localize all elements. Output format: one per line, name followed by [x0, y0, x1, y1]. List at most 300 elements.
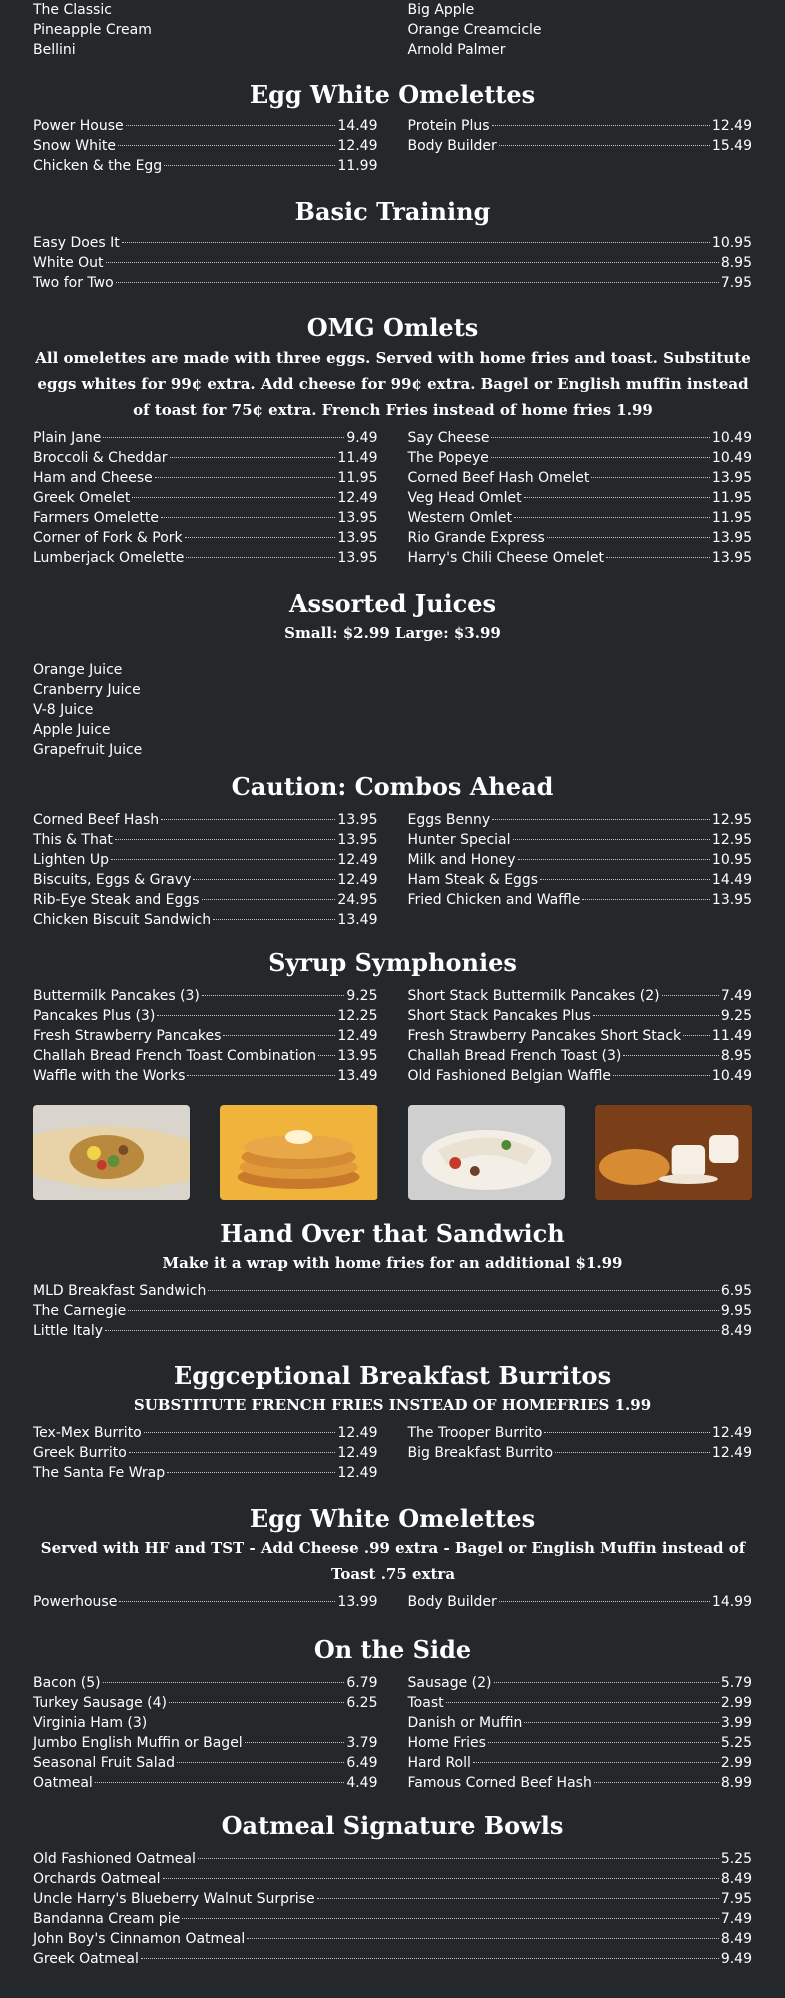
menu-item: [33, 233, 752, 253]
menu-item-name: Harry's Chili Cheese Omelet: [407, 550, 605, 566]
menu-item: [33, 830, 378, 850]
menu-item-name: Hunter Special: [407, 832, 511, 848]
section-title: OMG Omlets: [306, 313, 479, 342]
menu-item: [33, 1026, 378, 1046]
menu-item-price: 12.25: [337, 1008, 378, 1024]
menu-item-price: 12.49: [711, 118, 752, 134]
menu-item: [408, 1423, 753, 1443]
menu-item: [408, 1006, 753, 1026]
dot-leader: [177, 1762, 344, 1763]
menu-item-name: This & That: [33, 832, 113, 848]
menu-item: [33, 1423, 378, 1443]
assorted-juices-section: [33, 588, 752, 760]
menu-item-name: The Popeye: [407, 450, 489, 466]
menu-item: [33, 448, 378, 468]
menu-item: [408, 548, 753, 568]
menu-col-left: [33, 116, 378, 176]
dot-leader: [141, 1958, 719, 1959]
dot-leader: [514, 517, 710, 518]
menu-item-price: 10.49: [711, 430, 752, 446]
menu-item-price: 12.49: [337, 852, 378, 868]
menu-item-price: 12.49: [711, 1425, 752, 1441]
menu-item: [33, 1869, 752, 1889]
menu-item-price: 3.79: [346, 1735, 378, 1751]
menu-col-left: [33, 1592, 378, 1612]
dot-leader: [105, 1330, 719, 1331]
menu-item: [33, 1909, 752, 1929]
menu-item-price: 7.49: [720, 988, 752, 1004]
dot-leader: [213, 919, 335, 920]
combos-section: [33, 771, 752, 930]
menu-item-name: White Out: [33, 255, 104, 271]
dot-leader: [473, 1762, 719, 1763]
menu-item-name: Fried Chicken and Waffle: [407, 892, 581, 908]
menu-item-price: 13.95: [711, 550, 752, 566]
menu-item-name: Fresh Strawberry Pancakes: [33, 1028, 222, 1044]
menu-item: [408, 136, 753, 156]
syrup-symphonies-section: [33, 947, 752, 1086]
menu-item-price: 14.99: [711, 1594, 752, 1610]
menu-item-name: Eggs Benny: [407, 812, 491, 828]
menu-item-name: Body Builder: [407, 1594, 497, 1610]
dot-leader: [591, 477, 710, 478]
menu-list: [33, 1849, 752, 1969]
menu-item-price: 2.99: [720, 1755, 752, 1771]
menu-item-price: 13.95: [337, 832, 378, 848]
menu-item-price: 8.49: [720, 1871, 752, 1887]
dot-leader: [223, 1035, 335, 1036]
dot-leader: [119, 1601, 335, 1602]
menu-item: [408, 870, 753, 890]
menu-item: [33, 850, 378, 870]
menu-item: [33, 156, 378, 176]
menu-item: [33, 1949, 752, 1969]
menu-item-name: Seasonal Fruit Salad: [33, 1755, 176, 1771]
dot-leader: [582, 899, 710, 900]
menu-item-name: Chicken Biscuit Sandwich: [33, 912, 212, 928]
menu-item-price: 12.49: [711, 1445, 752, 1461]
dot-leader: [129, 1452, 336, 1453]
dot-leader: [208, 1290, 718, 1291]
menu-item-name: Orchards Oatmeal: [33, 1871, 161, 1887]
dot-leader: [593, 1015, 719, 1016]
menu-item-price: 9.49: [720, 1951, 752, 1967]
menu-item-price: 5.79: [720, 1675, 752, 1691]
dot-leader: [185, 537, 336, 538]
menu-item-price: 12.49: [337, 1028, 378, 1044]
menu-item: [33, 1673, 378, 1693]
menu-col-right: [408, 116, 753, 176]
menu-item-name: Greek Omelet: [33, 490, 131, 506]
menu-item: [408, 448, 753, 468]
menu-item-name: Short Stack Pancakes Plus: [407, 1008, 591, 1024]
sandwich-section: [33, 1218, 752, 1341]
menu-item-name: Bacon (5): [33, 1675, 101, 1691]
egg-white-omelettes-section: [33, 79, 752, 176]
list-item: Apple Juice: [33, 722, 111, 738]
menu-item: [33, 1733, 378, 1753]
menu-item-name: Little Italy: [33, 1323, 103, 1339]
menu-list: [33, 233, 752, 293]
menu-item-name: Oatmeal: [33, 1775, 93, 1791]
menu-item-name: Lighten Up: [33, 852, 110, 868]
menu-item-name: Toast: [407, 1695, 444, 1711]
menu-item-name: Veg Head Omlet: [407, 490, 522, 506]
menu-item-name: Body Builder: [407, 138, 497, 154]
dot-leader: [103, 437, 344, 438]
menu-item-name: Jumbo English Muffin or Bagel: [33, 1735, 243, 1751]
menu-item-price: 7.95: [720, 1891, 752, 1907]
menu-item-name: Snow White: [33, 138, 116, 154]
menu-col-left: [33, 1673, 378, 1793]
menu-item-price: 3.99: [720, 1715, 752, 1731]
menu-col-left: [33, 986, 378, 1086]
dot-leader: [115, 839, 335, 840]
section-title: On the Side: [313, 1635, 472, 1664]
menu-col-left: [33, 428, 378, 568]
menu-list: [33, 1281, 752, 1341]
menu-item-name: MLD Breakfast Sandwich: [33, 1283, 207, 1299]
menu-item-name: Ham and Cheese: [33, 470, 153, 486]
menu-item: [33, 1281, 752, 1301]
section-note: Served with HF and TST - Add Cheese .99 extra - Bagel or English Muffin instead of Toast .75 extra: [40, 1539, 746, 1583]
menu-item-name: The Carnegie: [33, 1303, 127, 1319]
menu-item-name: Farmers Omelette: [33, 510, 159, 526]
menu-item-price: 12.49: [337, 138, 378, 154]
menu-item: [408, 850, 753, 870]
menu-item-name: Challah Bread French Toast Combination: [33, 1048, 317, 1064]
menu-item: [33, 468, 378, 488]
list-item: Orange Creamcicle: [407, 22, 542, 38]
menu-item: [33, 1046, 378, 1066]
menu-item: [33, 528, 378, 548]
dot-leader: [492, 819, 710, 820]
section-note: Small: $2.99 Large: $3.99: [284, 624, 501, 642]
menu-item-name: Chicken & the Egg: [33, 158, 163, 174]
menu-item: [408, 830, 753, 850]
dot-leader: [126, 125, 336, 126]
food-photos: [33, 1105, 752, 1200]
menu-item-name: Ham Steak & Eggs: [407, 872, 539, 888]
menu-item: [408, 1066, 753, 1086]
menu-item: [33, 910, 378, 930]
menu-item-price: 13.95: [337, 510, 378, 526]
section-title: Syrup Symphonies: [268, 948, 517, 977]
menu-item-price: 9.25: [720, 1008, 752, 1024]
dot-leader: [161, 819, 335, 820]
menu-item-price: 11.95: [711, 510, 752, 526]
menu-item-price: 12.95: [711, 812, 752, 828]
menu-item-name: Home Fries: [407, 1735, 486, 1751]
menu-item: [408, 428, 753, 448]
breakfast-burrito-photo: [33, 1105, 190, 1200]
menu-item-price: 8.95: [720, 1048, 752, 1064]
list-item: Arnold Palmer: [407, 42, 506, 58]
menu-item-price: 8.99: [720, 1775, 752, 1791]
menu-item-price: 6.79: [346, 1675, 378, 1691]
dot-leader: [491, 457, 710, 458]
dot-leader: [499, 145, 710, 146]
menu-item-name: Tex-Mex Burrito: [33, 1425, 142, 1441]
dot-leader: [122, 242, 710, 243]
dot-leader: [193, 879, 335, 880]
dot-leader: [446, 1702, 719, 1703]
wrap-photo: [408, 1105, 565, 1200]
menu-item: [33, 488, 378, 508]
dot-leader: [245, 1742, 345, 1743]
menu-item: [408, 1673, 753, 1693]
menu-item: [408, 508, 753, 528]
menu-col-left: [33, 810, 378, 930]
section-title: Caution: Combos Ahead: [231, 772, 554, 801]
burritos-section: [33, 1360, 752, 1483]
menu-item-name: Protein Plus: [407, 118, 490, 134]
drinks-list: [33, 0, 752, 60]
dot-leader: [157, 1015, 335, 1016]
menu-item: [33, 116, 378, 136]
menu-item-name: Lumberjack Omelette: [33, 550, 185, 566]
menu-item-name: Bandanna Cream pie: [33, 1911, 181, 1927]
dot-leader: [186, 557, 335, 558]
menu-item-price: 24.95: [337, 892, 378, 908]
menu-item-price: 10.49: [711, 1068, 752, 1084]
dot-leader: [169, 1702, 344, 1703]
menu-item-name: Broccoli & Cheddar: [33, 450, 168, 466]
dot-leader: [167, 1472, 335, 1473]
dot-leader: [606, 557, 710, 558]
menu-item-name: Power House: [33, 118, 124, 134]
list-item: Bellini: [33, 42, 76, 58]
list-item: Orange Juice: [33, 662, 123, 678]
dot-leader: [128, 1310, 719, 1311]
menu-item-price: 11.99: [337, 158, 378, 174]
menu-item-price: 11.95: [337, 470, 378, 486]
menu-col-right: [408, 1673, 753, 1793]
dot-leader: [318, 1055, 335, 1056]
section-title: Eggceptional Breakfast Burritos: [173, 1361, 612, 1390]
section-note: SUBSTITUTE FRENCH FRIES INSTEAD OF HOMEFRIES 1.99: [133, 1396, 652, 1414]
menu-item-name: Pancakes Plus (3): [33, 1008, 156, 1024]
menu-item-name: Corned Beef Hash Omelet: [407, 470, 590, 486]
menu-item-name: Short Stack Buttermilk Pancakes (2): [407, 988, 660, 1004]
menu-item: [33, 1889, 752, 1909]
dot-leader: [613, 1075, 710, 1076]
menu-item-price: 7.95: [720, 275, 752, 291]
menu-item: [33, 870, 378, 890]
menu-item: [33, 1463, 378, 1483]
menu-item: [408, 468, 753, 488]
menu-col-right: [408, 986, 753, 1086]
menu-item-name: Famous Corned Beef Hash: [407, 1775, 592, 1791]
croissant-coffee-photo: [595, 1105, 752, 1200]
menu-item-name: Greek Burrito: [33, 1445, 127, 1461]
juice-list: [33, 660, 752, 760]
dot-leader: [540, 879, 710, 880]
dot-leader: [116, 282, 719, 283]
menu-item: [408, 986, 753, 1006]
dot-leader: [132, 497, 335, 498]
menu-item-price: 5.25: [720, 1735, 752, 1751]
dot-leader: [594, 1782, 719, 1783]
dot-leader: [317, 1898, 719, 1899]
dot-leader: [111, 859, 335, 860]
dot-leader: [524, 1722, 718, 1723]
menu-item: [33, 1753, 378, 1773]
menu-item-name: Say Cheese: [407, 430, 490, 446]
menu-item-price: 4.49: [346, 1775, 378, 1791]
menu-col-right: [408, 1592, 753, 1612]
menu-item: [408, 488, 753, 508]
dot-leader: [662, 995, 719, 996]
menu-item: [33, 428, 378, 448]
menu-item-name: Virginia Ham (3): [33, 1715, 148, 1731]
menu-item: [33, 273, 752, 293]
section-note: Make it a wrap with home fries for an additional $1.99: [162, 1254, 623, 1272]
dot-leader: [161, 517, 335, 518]
menu-item: [33, 548, 378, 568]
menu-item-price: 14.49: [711, 872, 752, 888]
menu-item-name: Milk and Honey: [407, 852, 516, 868]
dot-leader: [494, 1682, 719, 1683]
menu-item-price: 5.25: [720, 1851, 752, 1867]
menu-item-name: Powerhouse: [33, 1594, 118, 1610]
menu-item-price: 13.95: [711, 892, 752, 908]
section-title: Oatmeal Signature Bowls: [221, 1811, 564, 1840]
menu-item-name: Waffle with the Works: [33, 1068, 186, 1084]
menu-item-price: 14.49: [337, 118, 378, 134]
dot-leader: [247, 1938, 719, 1939]
menu-col-right: [408, 428, 753, 568]
menu-item-price: 11.49: [711, 1028, 752, 1044]
dot-leader: [491, 437, 709, 438]
menu-item: [408, 1773, 753, 1793]
menu-item-price: 10.95: [711, 235, 752, 251]
section-title: Basic Training: [294, 197, 491, 226]
dot-leader: [202, 995, 344, 996]
menu-item: [408, 890, 753, 910]
menu-item-name: Old Fashioned Belgian Waffle: [407, 1068, 611, 1084]
menu-item-price: 9.95: [720, 1303, 752, 1319]
list-item: Big Apple: [407, 2, 475, 18]
menu-item: [408, 1026, 753, 1046]
dot-leader: [164, 165, 335, 166]
egg-white-omelettes-2-section: [33, 1503, 752, 1612]
menu-item-name: Corner of Fork & Pork: [33, 530, 183, 546]
menu-item-name: Big Breakfast Burrito: [407, 1445, 554, 1461]
menu-item-name: Corned Beef Hash: [33, 812, 160, 828]
dot-leader: [170, 457, 336, 458]
menu-col-right: [408, 810, 753, 930]
list-item: The Classic: [33, 2, 112, 18]
dot-leader: [163, 1878, 719, 1879]
dot-leader: [187, 1075, 335, 1076]
drinks-right-col: [408, 0, 753, 60]
menu-item-price: 2.99: [720, 1695, 752, 1711]
on-the-side-section: [33, 1634, 752, 1793]
menu-col-right: [408, 1423, 753, 1483]
menu-item-price: 12.49: [337, 1465, 378, 1481]
menu-item: [33, 253, 752, 273]
menu-item-name: Biscuits, Eggs & Gravy: [33, 872, 192, 888]
dot-leader: [518, 859, 710, 860]
menu-item-price: 12.49: [337, 1425, 378, 1441]
menu-item: [408, 1592, 753, 1612]
menu-item-price: 13.95: [337, 1048, 378, 1064]
menu-item-price: 12.95: [711, 832, 752, 848]
section-title: Assorted Juices: [288, 589, 497, 618]
menu-item: [33, 136, 378, 156]
dot-leader: [683, 1035, 710, 1036]
menu-item-price: 6.95: [720, 1283, 752, 1299]
dot-leader: [106, 262, 719, 263]
dot-leader: [198, 1858, 719, 1859]
menu-item: [33, 986, 378, 1006]
menu-item-price: 8.49: [720, 1323, 752, 1339]
dot-leader: [182, 1918, 719, 1919]
menu-item-price: 12.49: [337, 872, 378, 888]
list-item: Grapefruit Juice: [33, 742, 143, 758]
menu-item-name: Greek Oatmeal: [33, 1951, 139, 1967]
menu-item-price: 11.49: [337, 450, 378, 466]
menu-item-name: Old Fashioned Oatmeal: [33, 1851, 196, 1867]
menu-item: [408, 1046, 753, 1066]
drinks-left-col: [33, 0, 378, 60]
menu-item-name: Sausage (2): [407, 1675, 492, 1691]
list-item: Cranberry Juice: [33, 682, 141, 698]
menu-item-price: 8.49: [720, 1931, 752, 1947]
menu-item: [33, 508, 378, 528]
dot-leader: [623, 1055, 718, 1056]
menu-item: [408, 1443, 753, 1463]
menu-item: [408, 1733, 753, 1753]
list-item: Pineapple Cream: [33, 22, 152, 38]
dot-leader: [492, 125, 710, 126]
menu-item-price: 13.95: [711, 470, 752, 486]
menu-item-price: 7.49: [720, 1911, 752, 1927]
menu-item-name: Rio Grande Express: [407, 530, 545, 546]
dot-leader: [103, 1682, 345, 1683]
omg-omlets-section: [33, 312, 752, 568]
menu-item-price: 10.95: [711, 852, 752, 868]
dot-leader: [144, 1432, 336, 1433]
dot-leader: [513, 839, 710, 840]
menu-item: [33, 890, 378, 910]
menu-item-name: The Trooper Burrito: [407, 1425, 543, 1441]
menu-item: [33, 1321, 752, 1341]
list-item: V-8 Juice: [33, 702, 94, 718]
dot-leader: [118, 145, 335, 146]
menu-item-name: Buttermilk Pancakes (3): [33, 988, 200, 1004]
section-title: Egg White Omelettes: [249, 80, 536, 109]
menu-item: [33, 1301, 752, 1321]
menu-item-price: 13.49: [337, 1068, 378, 1084]
menu-item: [33, 810, 378, 830]
menu-item-name: Rib-Eye Steak and Eggs: [33, 892, 200, 908]
menu-col-left: [33, 1423, 378, 1483]
menu-item-name: Hard Roll: [407, 1755, 471, 1771]
menu-item-price: 13.95: [337, 530, 378, 546]
menu-item-name: Danish or Muffin: [407, 1715, 523, 1731]
menu-item-price: 10.49: [711, 450, 752, 466]
menu-item: [408, 528, 753, 548]
menu-item-price: 9.49: [346, 430, 378, 446]
menu-item-price: 15.49: [711, 138, 752, 154]
menu-item-price: 12.49: [337, 1445, 378, 1461]
menu-item: [33, 1066, 378, 1086]
menu-item-price: 13.95: [337, 550, 378, 566]
menu-item-name: Uncle Harry's Blueberry Walnut Surprise: [33, 1891, 315, 1907]
menu-item-price: 9.25: [346, 988, 378, 1004]
